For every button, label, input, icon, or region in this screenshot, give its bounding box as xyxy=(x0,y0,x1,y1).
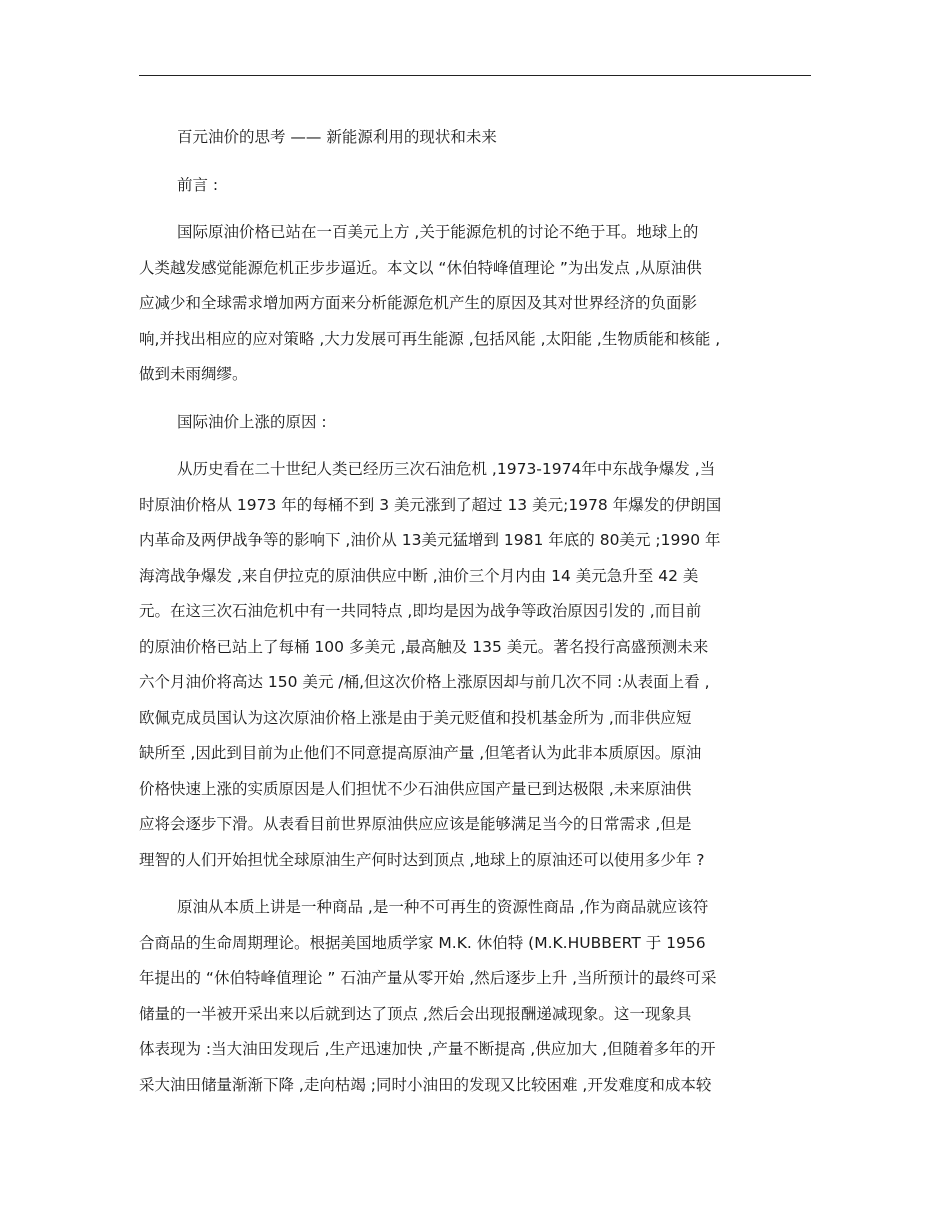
section2-paragraph xyxy=(139,890,811,1103)
paragraph-line: 体表现为 :当大油田发现后 ,生产迅速加快 ,产量不断提高 ,供应加大 ,但随着多年的开 xyxy=(139,1040,716,1058)
paragraph-line: 六个月油价将高达 150 美元 /桶,但这次价格上涨原因却与前几次不同 :从表面上看 , xyxy=(139,673,710,691)
paragraph-line: 储量的一半被开采出来以后就到达了顶点 ,然后会出现报酬递减现象。这一现象具 xyxy=(139,1004,692,1023)
section1-heading-block xyxy=(139,405,811,441)
paragraph-line: 内革命及两伊战争等的影响下 ,油价从 13美元猛增到 1981 年底的 80美元 ;1990 年 xyxy=(139,531,721,549)
paragraph-line: 人类越发感觉能源危机正步步逼近。本文以 “休伯特峰值理论 ”为出发点 ,从原油供 xyxy=(139,258,702,277)
paragraph-line: 海湾战争爆发 ,来自伊拉克的原油供应中断 ,油价三个月内由 14 美元急升至 42 美 xyxy=(139,566,699,585)
paragraph-line: 合商品的生命周期理论。根据美国地质学家 M.K. 休伯特 (M.K.HUBBERT 于 1956 xyxy=(139,933,706,952)
paragraph-line: 从历史看在二十世纪人类已经历三次石油危机 ,1973-1974年中东战争爆发 ,当 xyxy=(177,460,716,478)
paragraph-line: 元。在这三次石油危机中有一共同特点 ,即均是因为战争等政治原因引发的 ,而目前 xyxy=(139,602,702,620)
section-heading: 国际油价上涨的原因 : xyxy=(177,412,327,431)
paragraph-line: 缺所至 ,因此到目前为止他们不同意提高原油产量 ,但笔者认为此非本质原因。原油 xyxy=(139,744,702,762)
paragraph-line: 应将会逐步下滑。从表看目前世界原油供应应该是能够满足当今的日常需求 ,但是 xyxy=(139,815,692,833)
header-rule xyxy=(139,75,811,76)
paragraph-line: 原油从本质上讲是一种商品 ,是一种不可再生的资源性商品 ,作为商品就应该符 xyxy=(177,898,709,916)
title-block xyxy=(139,120,811,156)
document-body xyxy=(139,120,811,1103)
document-title: 百元油价的思考 —— 新能源利用的现状和未来 xyxy=(177,128,497,146)
paragraph-line: 响,并找出相应的应对策略 ,大力发展可再生能源 ,包括风能 ,太阳能 ,生物质能和核能 , xyxy=(139,329,721,348)
paragraph-line: 时原油价格从 1973 年的每桶不到 3 美元涨到了超过 13 美元;1978 年爆发的伊朗国 xyxy=(139,495,722,514)
section1-paragraph xyxy=(139,452,811,878)
paragraph-line: 价格快速上涨的实质原因是人们担忧不少石油供应国产量已到达极限 ,未来原油供 xyxy=(139,779,692,798)
paragraph-line: 采大油田储量渐渐下降 ,走向枯竭 ;同时小油田的发现又比较困难 ,开发难度和成本较 xyxy=(139,1075,712,1094)
paragraph-line: 年提出的 “休伯特峰值理论 ” 石油产量从零开始 ,然后逐步上升 ,当所预计的最终可采 xyxy=(139,969,717,987)
paragraph-line: 的原油价格已站上了每桶 100 多美元 ,最高触及 135 美元。著名投行高盛预测未来 xyxy=(139,637,709,656)
paragraph-line: 应减少和全球需求增加两方面来分析能源危机产生的原因及其对世界经济的负面影 xyxy=(139,294,698,312)
paragraph-line: 国际原油价格已站在一百美元上方 ,关于能源危机的讨论不绝于耳。地球上的 xyxy=(177,223,699,241)
preface-heading-block xyxy=(139,168,811,204)
preface-heading: 前言 : xyxy=(177,175,219,194)
paragraph-line: 做到未雨绸缪。 xyxy=(139,365,248,383)
preface-paragraph xyxy=(139,215,811,393)
paragraph-line: 欧佩克成员国认为这次原油价格上涨是由于美元贬值和投机基金所为 ,而非供应短 xyxy=(139,708,692,727)
paragraph-line: 理智的人们开始担忧全球原油生产何时达到顶点 ,地球上的原油还可以使用多少年 ? xyxy=(139,850,705,869)
